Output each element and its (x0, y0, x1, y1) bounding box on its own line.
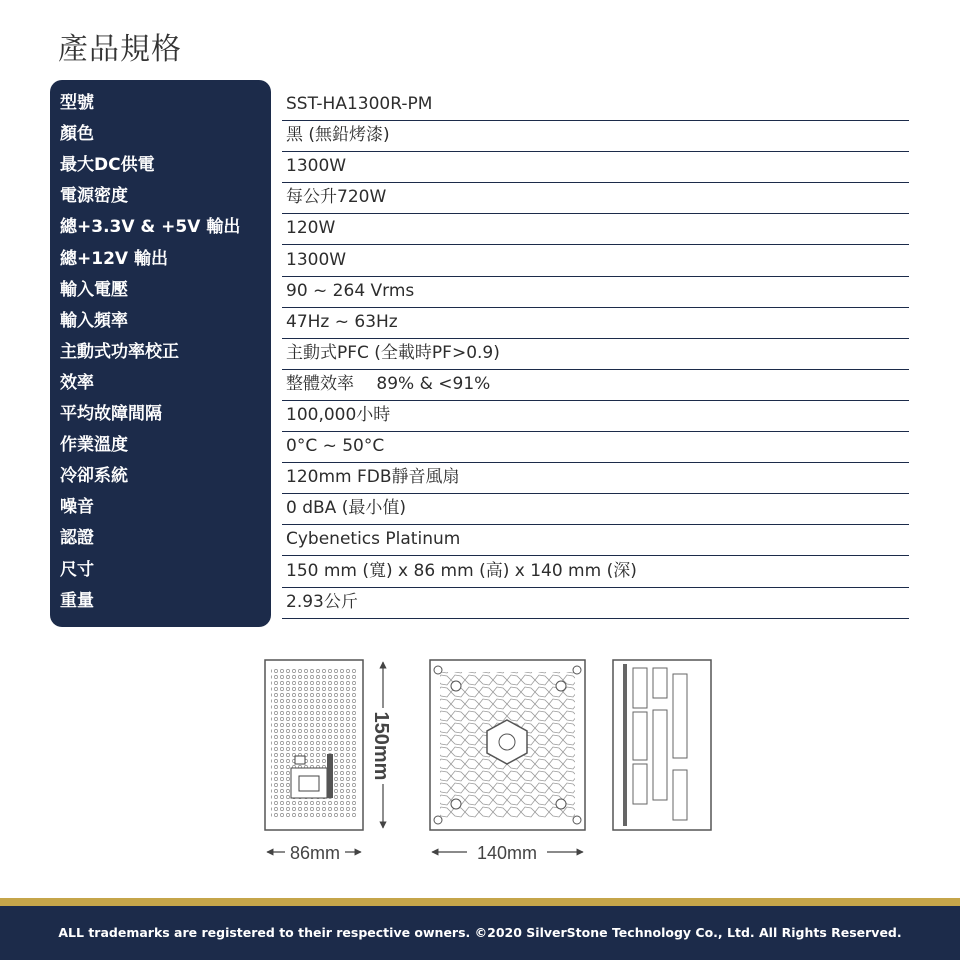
spec-row-divider (282, 213, 909, 214)
spec-value: 0°C ~ 50°C (286, 436, 385, 457)
spec-value: 1300W (286, 156, 347, 177)
spec-row-divider (282, 244, 909, 245)
psu-modular-connector-view (613, 660, 711, 830)
spec-value: 47Hz ~ 63Hz (286, 311, 398, 332)
height-dimension-label: 150mm (370, 711, 392, 781)
spec-row-divider (282, 151, 909, 152)
spec-label: 顏色 (60, 124, 94, 145)
spec-value: 120mm FDB靜音風扇 (286, 467, 460, 488)
spec-value: Cybenetics Platinum (286, 529, 461, 550)
spec-value: 2.93公斤 (286, 591, 358, 612)
spec-label: 輸入頻率 (60, 310, 128, 331)
spec-value: 100,000小時 (286, 405, 391, 425)
spec-value: 每公升720W (286, 187, 387, 208)
spec-label: 認證 (60, 528, 94, 549)
spec-label: 電源密度 (60, 186, 128, 207)
spec-label: 主動式功率校正 (60, 341, 179, 362)
depth-dimension (432, 840, 583, 864)
footer-gold-stripe (0, 898, 960, 906)
spec-label: 冷卻系統 (60, 466, 128, 487)
spec-label: 重量 (60, 590, 94, 611)
spec-label: 總+3.3V & +5V 輸出 (60, 217, 241, 238)
spec-value: 黑 (無鉛烤漆) (286, 125, 390, 146)
spec-row-divider (282, 618, 909, 619)
spec-label: 型號 (60, 93, 94, 113)
spec-label: 效率 (60, 372, 94, 393)
spec-row-divider (282, 587, 909, 588)
height-dimension (369, 662, 397, 828)
footer-copyright: ALL trademarks are registered to their respective owners. ©2020 SilverStone Technology Co., Ltd. All Rights Reserved. (0, 906, 960, 960)
spec-label: 輸入電壓 (60, 279, 128, 300)
spec-value: SST-HA1300R-PM (286, 94, 433, 114)
psu-top-fan-view (430, 660, 585, 830)
spec-label: 作業溫度 (60, 435, 128, 456)
page-title: 產品規格 (58, 32, 182, 67)
spec-value: 主動式PFC (全載時PF>0.9) (286, 342, 500, 363)
spec-value: 150 mm (寬) x 86 mm (高) x 140 mm (深) (286, 560, 637, 581)
depth-dimension-label: 140mm (476, 843, 538, 863)
spec-label: 最大DC供電 (60, 155, 155, 176)
width-dimension-label: 86mm (289, 843, 341, 863)
spec-value: 120W (286, 218, 336, 239)
width-dimension (267, 840, 361, 864)
psu-dimension-diagram (255, 650, 725, 875)
spec-value: 整體效率 89% & <91% (286, 373, 491, 394)
psu-rear-view (265, 660, 363, 830)
spec-value: 1300W (286, 249, 347, 270)
spec-label: 平均故障間隔 (60, 404, 162, 424)
spec-label: 總+12V 輸出 (60, 248, 168, 269)
spec-label: 噪音 (60, 497, 94, 518)
spec-label: 尺寸 (60, 559, 94, 580)
spec-value: 0 dBA (最小值) (286, 498, 406, 519)
spec-value: 90 ~ 264 Vrms (286, 280, 415, 301)
